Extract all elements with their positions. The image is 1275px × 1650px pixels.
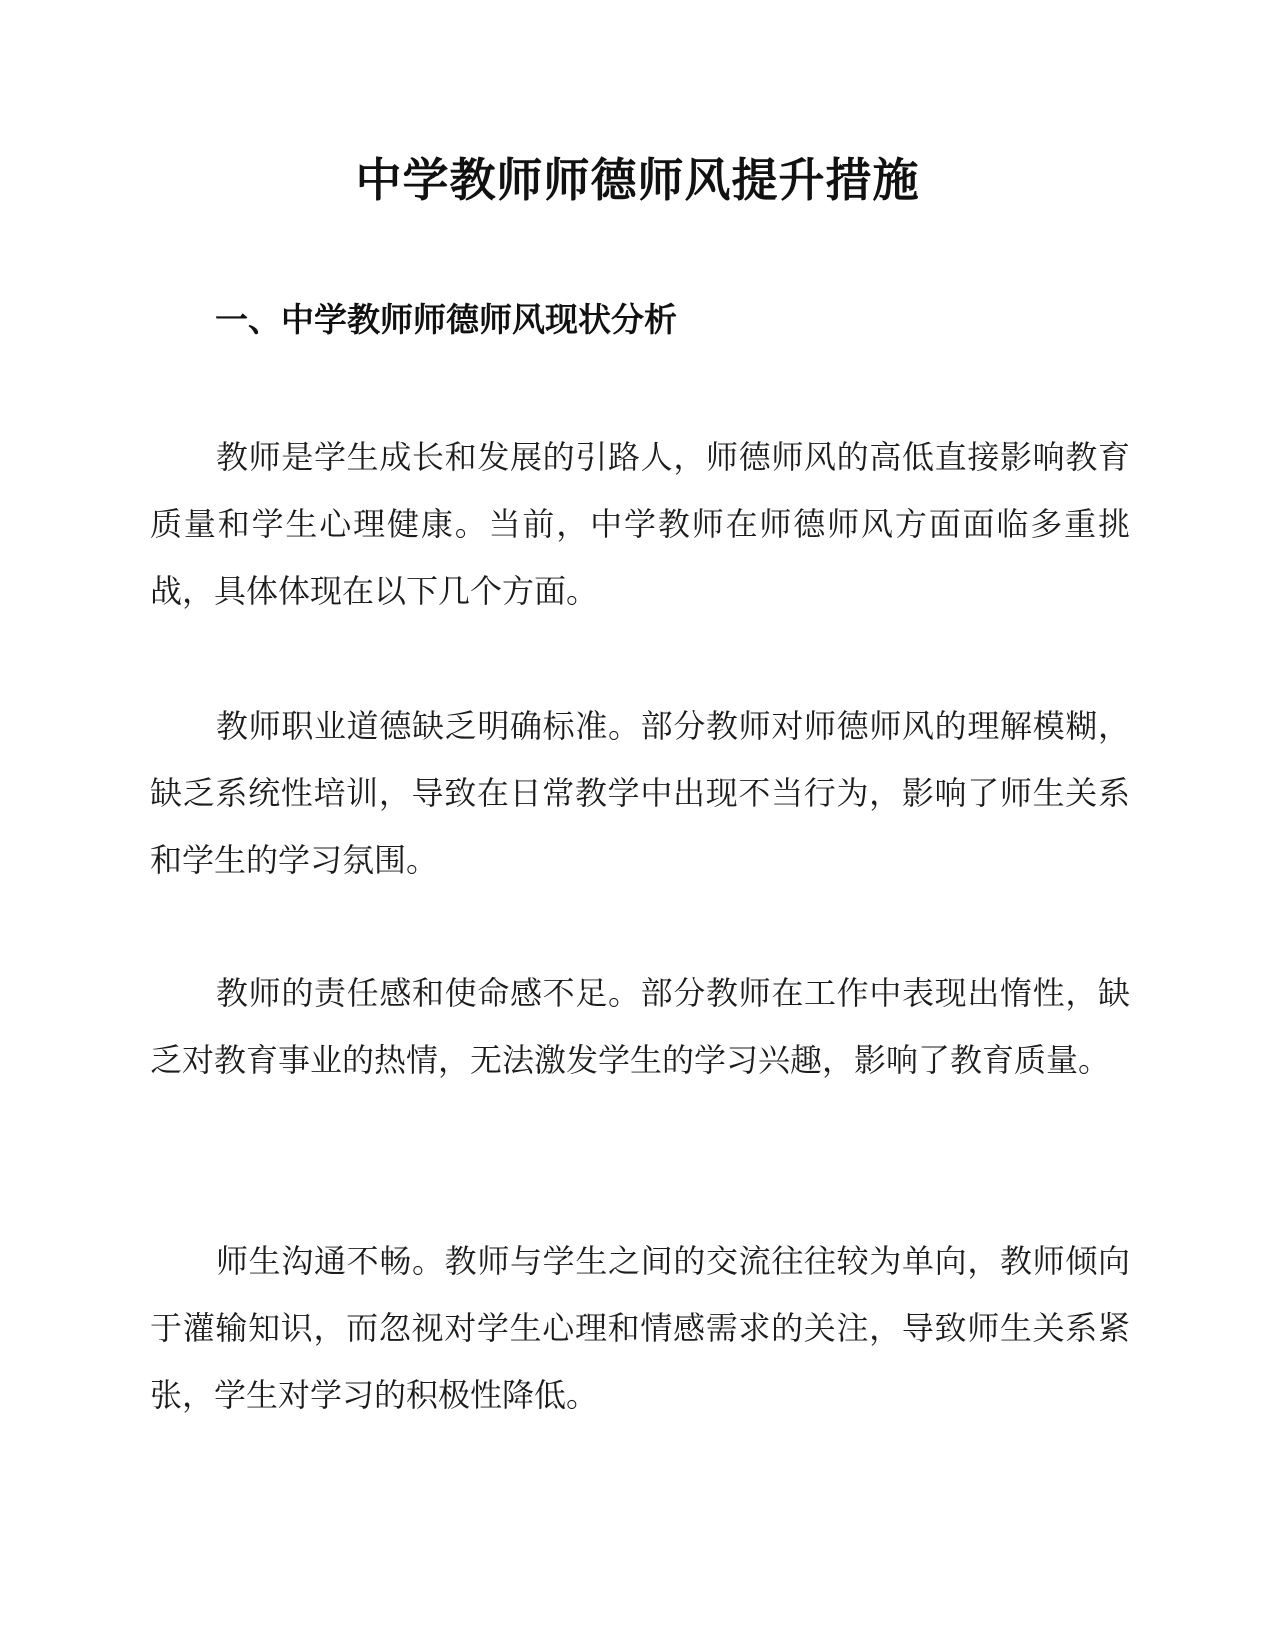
paragraph-communication: 师生沟通不畅。教师与学生之间的交流往往较为单向，教师倾向于灌输知识，而忽视对学生心理和情感需求的关注，导致师生关系紧张，学生对学习的积极性降低。: [150, 1242, 1130, 1414]
document-title: 中学教师师德师风提升措施: [355, 153, 920, 207]
paragraph-responsibility: 教师的责任感和使命感不足。部分教师在工作中表现出惰性，缺乏对教育事业的热情，无法激发学生的学习兴趣，影响了教育质量。: [150, 974, 1130, 1079]
section-heading: 一、中学教师师德师风现状分析: [215, 300, 677, 339]
paragraph-intro: 教师是学生成长和发展的引路人，师德师风的高低直接影响教育质量和学生心理健康。当前，中学教师在师德师风方面面临多重挑战，具体体现在以下几个方面。: [150, 438, 1130, 610]
paragraph-ethics-standard: 教师职业道德缺乏明确标准。部分教师对师德师风的理解模糊，缺乏系统性培训，导致在日常教学中出现不当行为，影响了师生关系和学生的学习氛围。: [150, 707, 1130, 879]
